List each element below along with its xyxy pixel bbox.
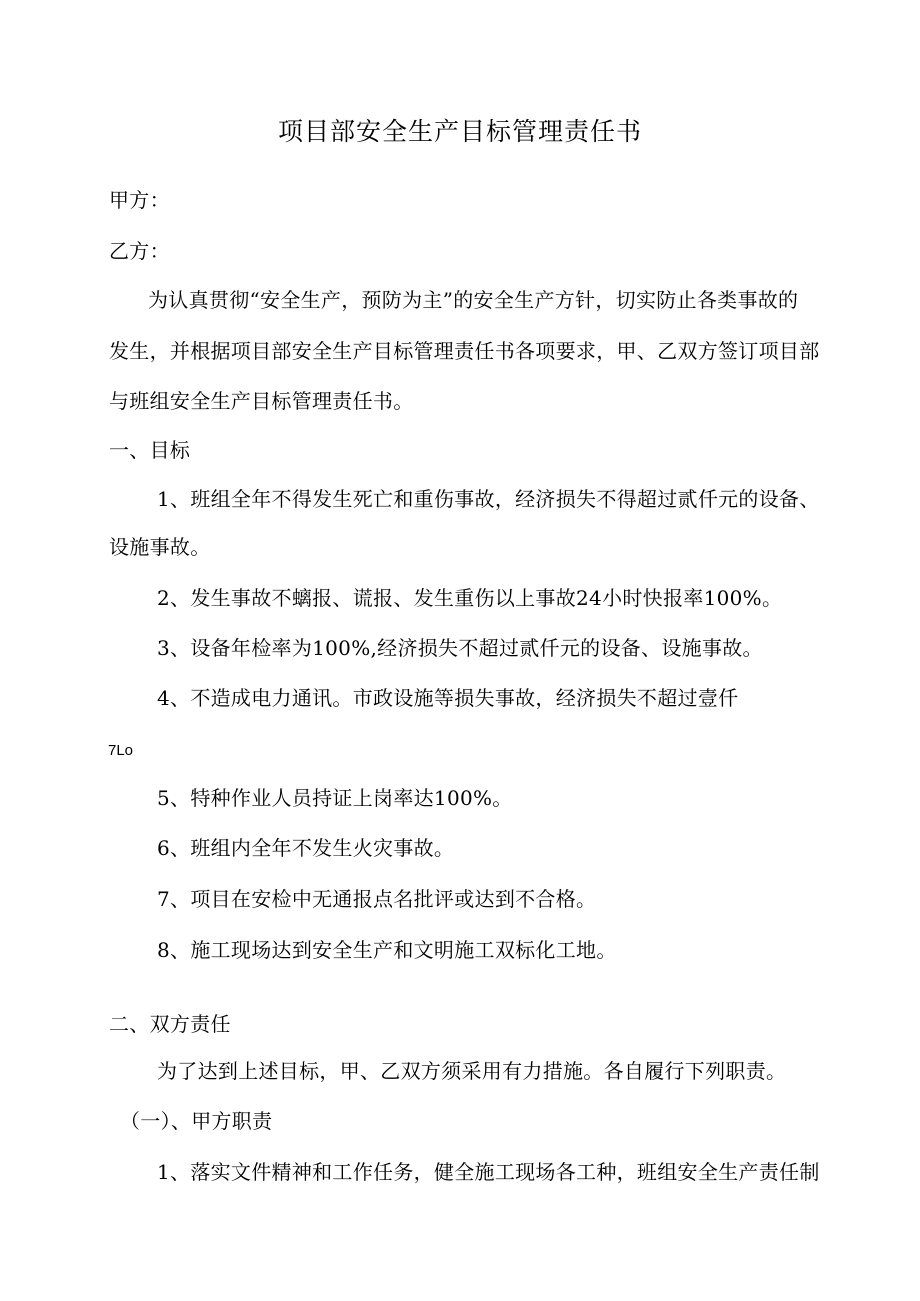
party-a-label: 甲方：: [109, 188, 170, 212]
goal-item-7: 7、项目在安检中无通报点名批评或达到不合格。: [157, 887, 597, 911]
intro-line-3: 与班组安全生产目标管理责任书。: [109, 389, 414, 413]
section-1-heading: 一、目标: [109, 438, 191, 462]
intro-line-1: 为认真贯彻“安全生产，预防为主”的安全生产方针，切实防止各类事故的: [148, 288, 799, 312]
section-2-intro: 为了达到上述目标，甲、乙双方须采用有力措施。各自履行下列职责。: [157, 1059, 787, 1083]
goal-item-1-cont: 设施事故。: [109, 535, 211, 559]
goal-item-6: 6、班组内全年不发生火灾事故。: [157, 836, 455, 860]
intro-line-2: 发生，并根据项目部安全生产目标管理责任书各项要求，甲、乙双方签订项目部: [109, 339, 820, 363]
section-2-sub-heading: （一）、甲方职责: [120, 1109, 273, 1133]
goal-item-3: 3、设备年检率为100%,经济损失不超过贰仟元的设备、设施事故。: [157, 636, 763, 660]
goal-item-5: 5、特种作业人员持证上岗率达100%。: [157, 786, 513, 810]
stray-text: 7Lo: [108, 742, 134, 759]
goal-item-1: 1、班组全年不得发生死亡和重伤事故，经济损失不得超过贰仟元的设备、: [157, 487, 820, 511]
goal-item-4: 4、不造成电力通讯。市政设施等损失事故，经济损失不超过壹仟: [157, 686, 739, 710]
party-b-label: 乙方：: [109, 239, 170, 263]
document-title: 项目部安全生产目标管理责任书: [277, 117, 642, 146]
section-2-heading: 二、双方责任: [109, 1012, 231, 1036]
goal-item-2: 2、发生事故不螭报、谎报、发生重伤以上事故24小时快报率100%。: [157, 586, 783, 610]
party-a-duty-1: 1、落实文件精神和工作任务，健全施工现场各工种，班组安全生产责任制: [157, 1160, 820, 1184]
goal-item-8: 8、施工现场达到安全生产和文明施工双标化工地。: [157, 938, 617, 962]
